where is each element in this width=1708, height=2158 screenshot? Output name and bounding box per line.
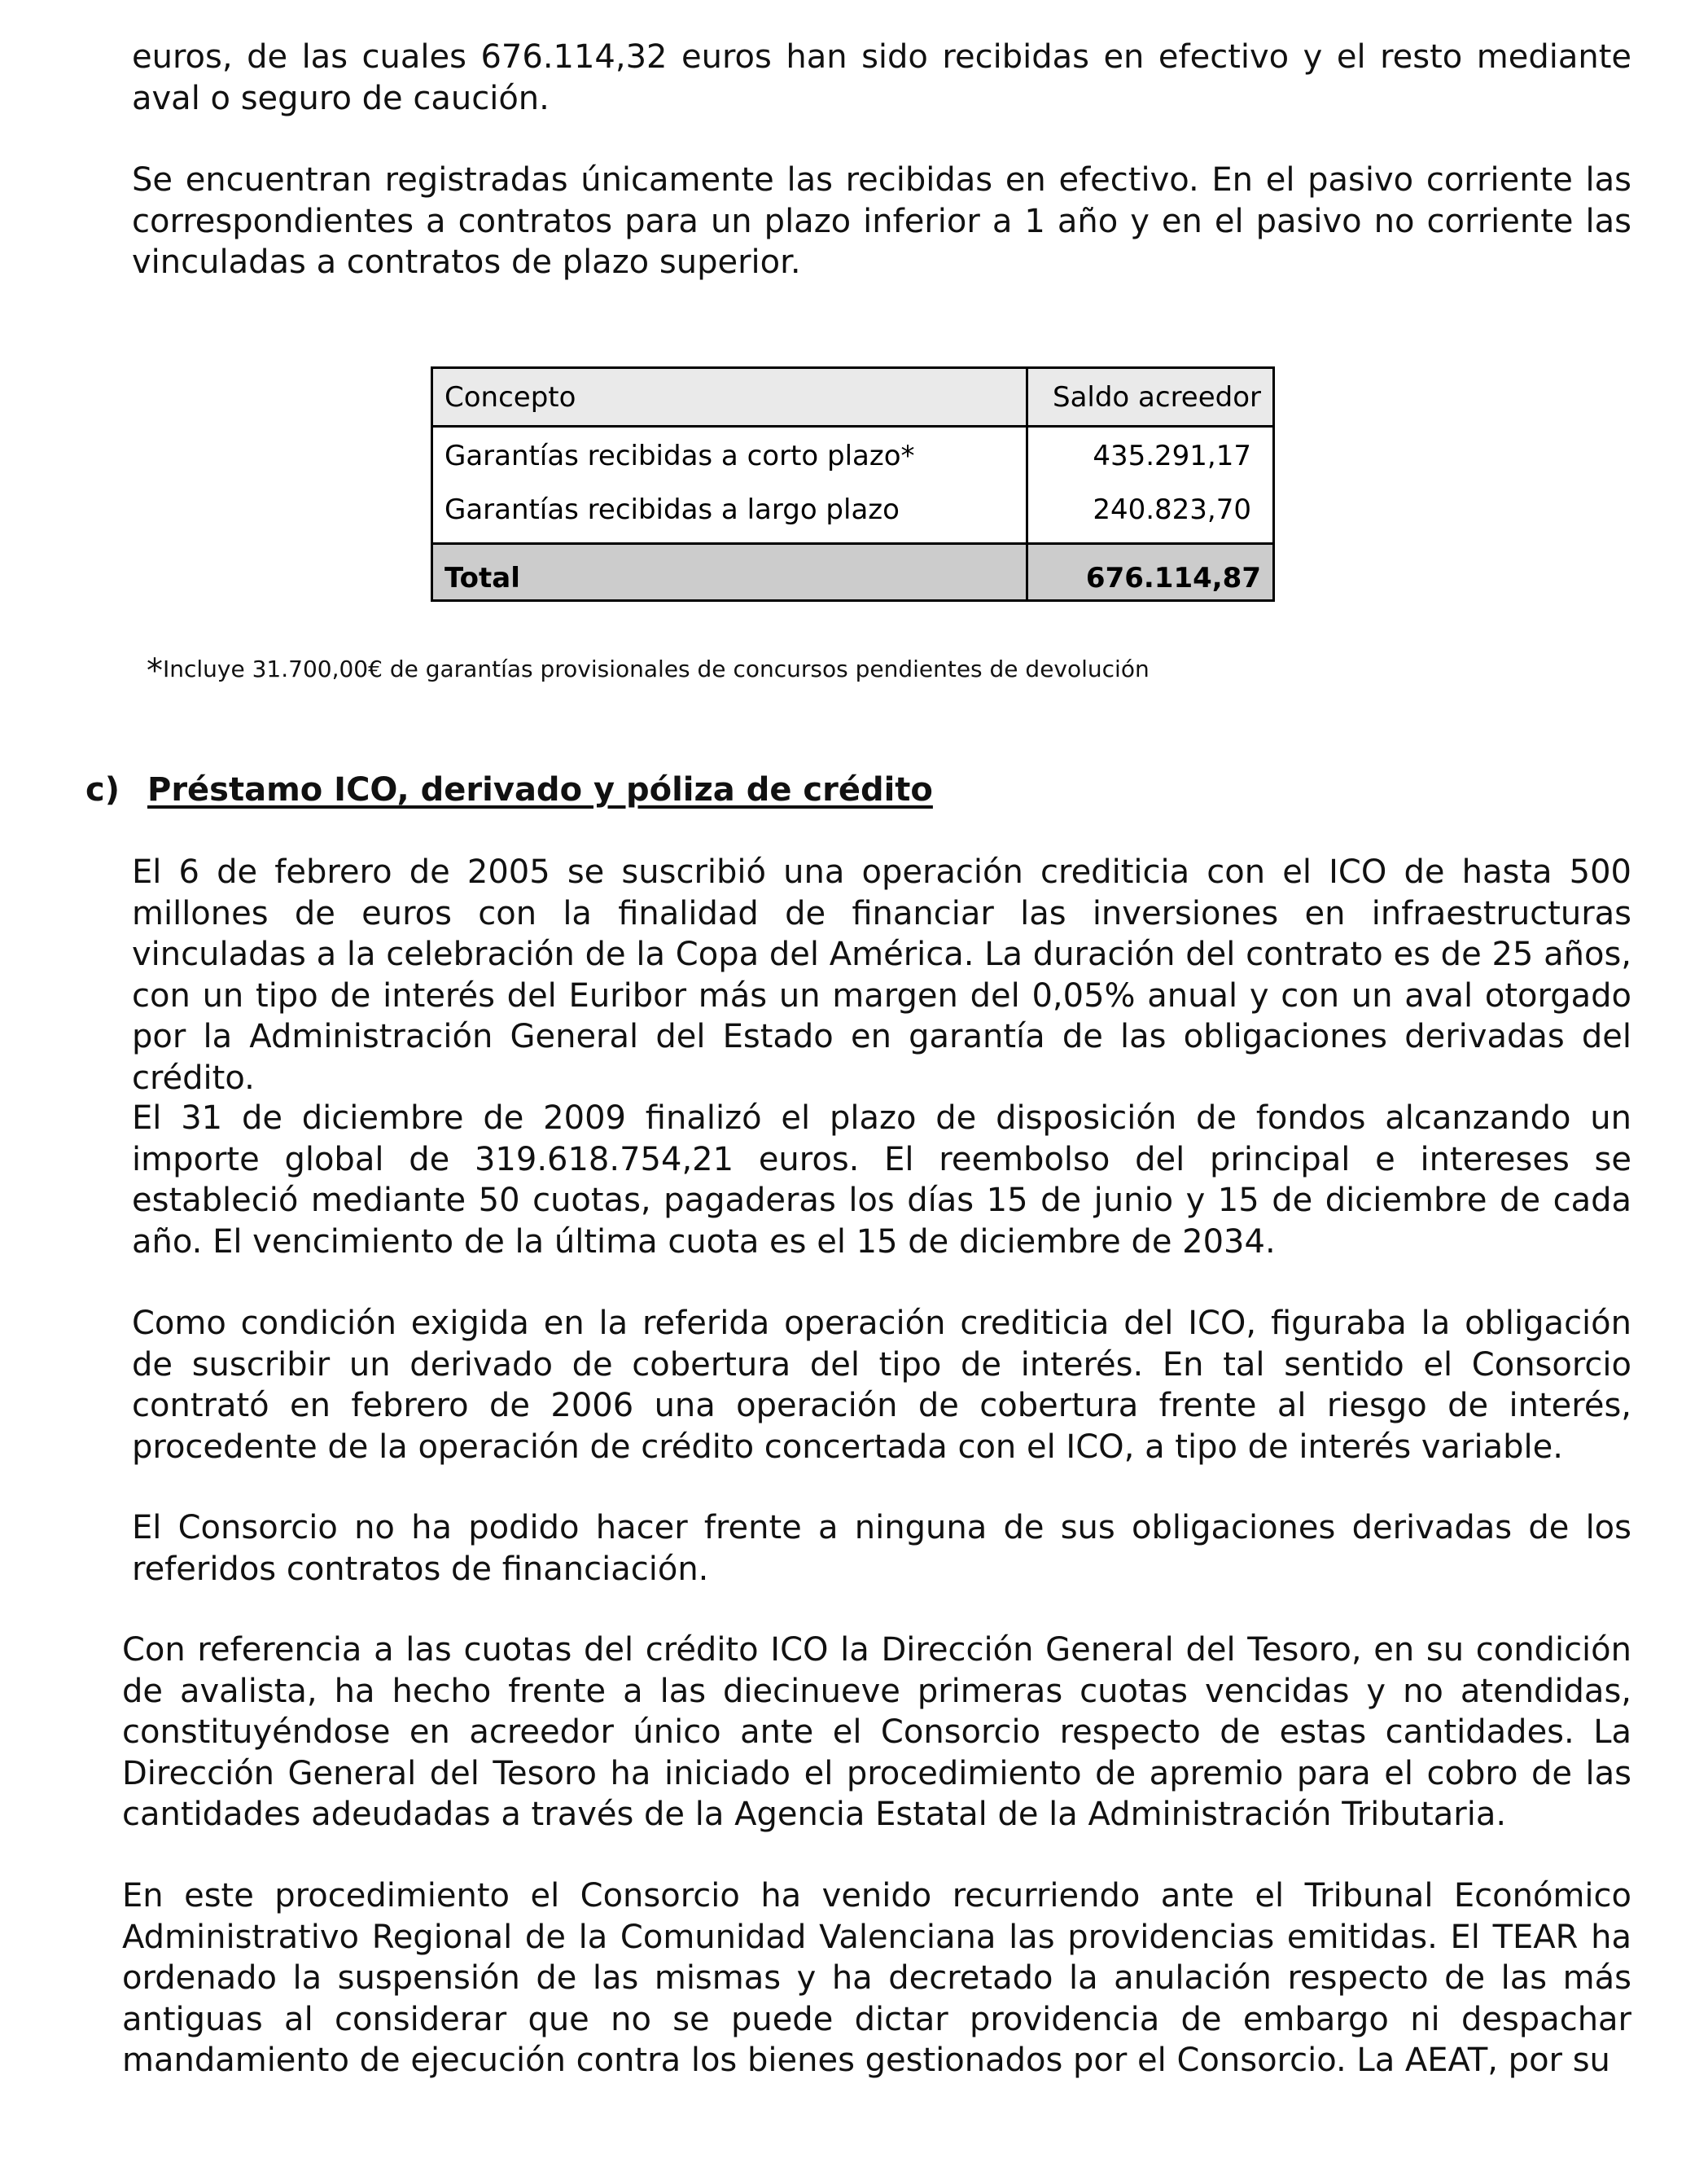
section-letter: c)	[85, 771, 120, 809]
continuation-paragraph-2: Se encuentran registradas únicamente las recibidas en efectivo. En el pasivo corriente las correspondientes a contratos para un plazo inferior a 1 año y en el pasivo no corriente las vinculadas a contratos de plazo superior.	[132, 161, 1631, 281]
footnote-text: Incluye 31.700,00€ de garantías provisionales de concursos pendientes de devolución	[163, 656, 1150, 682]
table-row	[432, 485, 1274, 544]
table-header-row	[432, 368, 1274, 427]
section-paragraph-4: El Consorcio no ha podido hacer frente a ninguna de sus obligaciones derivadas de los referidos contratos de financiación.	[132, 1509, 1631, 1588]
section-title: Préstamo ICO, derivado y póliza de crédito	[147, 771, 933, 809]
table-row	[432, 427, 1274, 485]
header-balance: Saldo acreedor	[1027, 368, 1274, 427]
section-paragraph-6: En este procedimiento el Consorcio ha venido recurriendo ante el Tribunal Económico Administrativo Regional de la Comunidad Valenciana las providencias emitidas. El TEAR ha ordenado la suspensión de las mismas y ha decretado la anulación respecto de las más antiguas al considerar que no se puede dictar providencia de embargo ni despachar mandamiento de ejecución contra los bienes gestionados por el Consorcio. La AEAT, por su	[122, 1877, 1631, 2079]
table-footnote	[147, 651, 1150, 689]
row-amount: 435.291,17	[1027, 427, 1274, 485]
section-paragraph-2: El 31 de diciembre de 2009 finalizó el plazo de disposición de fondos alcanzando un importe global de 319.618.754,21 euros. El reembolso del principal e intereses se estableció mediante 50 cuotas, pagaderas los días 15 de junio y 15 de diciembre de cada año. El vencimiento de la última cuota es el 15 de diciembre de 2034.	[132, 1099, 1631, 1261]
section-paragraph-3: Como condición exigida en la referida operación crediticia del ICO, figuraba la obligación de suscribir un derivado de cobertura del tipo de interés. En tal sentido el Consorcio contrató en febrero de 2006 una operación de cobertura frente al riesgo de interés, procedente de la operación de crédito concertada con el ICO, a tipo de interés variable.	[132, 1305, 1631, 1466]
table-total-row	[432, 544, 1274, 601]
header-concept: Concepto	[432, 368, 1027, 427]
section-paragraph-1: El 6 de febrero de 2005 se suscribió una operación crediticia con el ICO de hasta 500 millones de euros con la finalidad de financiar las inversiones en infraestructuras vinculadas a la celebración de la Copa del América. La duración del contrato es de 25 años, con un tipo de interés del Euribor más un margen del 0,05% anual y con un aval otorgado por la Administración General del Estado en garantía de las obligaciones derivadas del crédito.	[132, 853, 1631, 1097]
total-label: Total	[432, 544, 1027, 601]
continuation-paragraph-1: euros, de las cuales 676.114,32 euros han sido recibidas en efectivo y el resto mediante aval o seguro de caución.	[132, 38, 1631, 117]
section-heading	[85, 770, 933, 810]
footnote-marker: *	[147, 652, 163, 690]
row-concept: Garantías recibidas a largo plazo	[445, 493, 900, 526]
row-amount: 240.823,70	[1027, 485, 1274, 544]
guarantees-table	[431, 366, 1275, 602]
section-paragraph-5: Con referencia a las cuotas del crédito ICO la Dirección General del Tesoro, en su condición de avalista, ha hecho frente a las diecinueve primeras cuotas vencidas y no atendidas, constituyéndose en acreedor único ante el Consorcio respecto de estas cantidades. La Dirección General del Tesoro ha iniciado el procedimiento de apremio para el cobro de las cantidades adeudadas a través de la Agencia Estatal de la Administración Tributaria.	[122, 1631, 1631, 1833]
total-amount: 676.114,87	[1027, 544, 1274, 601]
row-concept: Garantías recibidas a corto plazo*	[445, 440, 915, 473]
